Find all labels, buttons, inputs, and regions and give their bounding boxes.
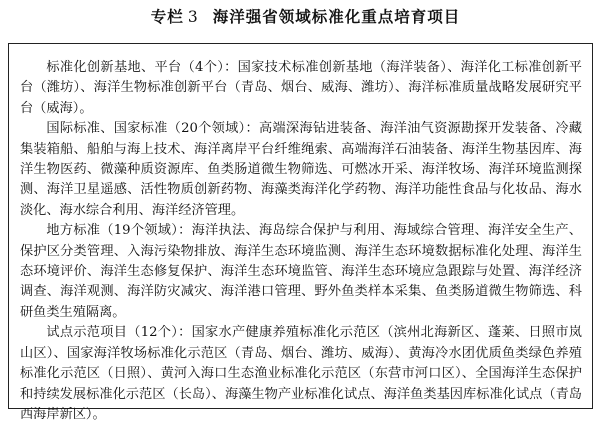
panel-title-text: 海洋强省领域标准化重点培育项目 bbox=[212, 8, 461, 26]
panel-title-prefix: 专栏 bbox=[150, 8, 184, 26]
paragraph-innovation-bases: 标准化创新基地、平台（4个）：国家技术标准创新基地（海洋装备）、海洋化工标准创新平台（潍坊）、海洋生物标准创新平台（青岛、烟台、威海、潍坊）、海洋标准质量战略发展研究平台（威海）。 bbox=[20, 60, 582, 116]
paragraph-local-standards: 地方标准（19个领域）：海洋执法、海岛综合保护与利用、海域综合管理、海洋安全生产、保护区分类管理、入海污染物排放、海洋生态环境监测、海洋生态环境数据标准化处理、海洋生态环境评价、海洋生态修复保护、海洋生态环境监管、海洋生态环境应急跟踪与处置、海洋经济调查、海洋观测、海洋防灾减灾、海洋港口管理、野外鱼类样本采集、鱼类肠道微生物筛选、科研鱼类生殖隔离。 bbox=[20, 223, 582, 320]
content-box bbox=[8, 43, 593, 422]
panel-title bbox=[0, 6, 611, 28]
paragraph-international-national-standards: 国际标准、国家标准（20个领域）：高端深海钻进装备、海洋油气资源勘探开发装备、冷藏集装箱船、船舶与海上技术、海洋离岸平台纤维绳索、高端海洋石油装备、海洋生物基因库、海洋生物医药、微藻种质资源库、鱼类肠道微生物筛选、可燃冰开采、海洋牧场、海洋环境监测探测、海洋卫星遥感、活性物质创新药物、海藻类海洋化学药物、海洋功能性食品与化妆品、海水淡化、海水综合利用、海洋经济管理。 bbox=[20, 121, 582, 218]
paragraph-pilot-demonstration-projects: 试点示范项目（12个）：国家水产健康养殖标准化示范区（滨州北海新区、蓬莱、日照市岚山区）、国家海洋牧场标准化示范区（青岛、烟台、潍坊、威海）、黄海冷水团优质鱼类绿色养殖标准化示范区（日照）、黄河入海口生态渔业标准化示范区（东营市河口区）、全国海洋生态保护和持续发展标准化示范区（长岛）、海藻生物产业标准化试点、海洋鱼类基因库标准化试点（青岛西海岸新区）。 bbox=[20, 325, 582, 422]
panel-title-number: 3 bbox=[187, 8, 199, 26]
